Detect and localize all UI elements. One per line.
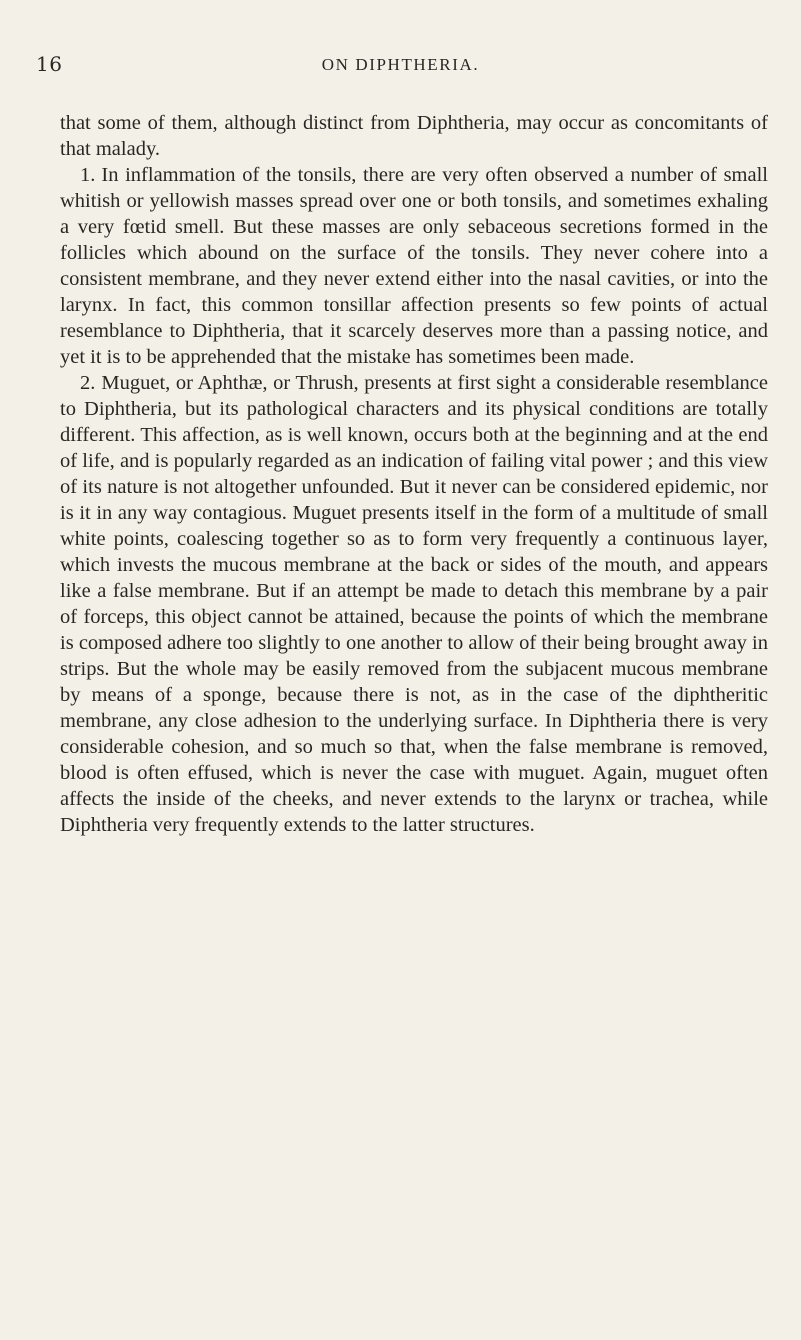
paragraph-number: 2.: [80, 372, 96, 394]
paragraph-text: that some of them, although distinct from Diphtheria, may occur as concomitants of that malady.: [60, 112, 768, 160]
paragraph-text: In inflammation of the tonsils, there are very often observed a number of small whitish or yellowish masses spread over one or both tonsils, and sometimes exhaling a very fœtid smell. But these masses are only sebaceous secretions formed in the follicles which abound on the surface of the tonsils. They never cohere into a consistent membrane, and they never extend either into the nasal cavities, or into the larynx. In fact, this common tonsillar affection presents so few points of actual resemblance to Diphtheria, that it scarcely deserves more than a passing notice, and yet it is to be apprehended that the mistake has sometimes been made.: [60, 164, 768, 368]
running-title: ON DIPHTHERIA.: [321, 55, 480, 74]
paragraph-continuation: [60, 110, 768, 162]
page-number: 16: [36, 52, 63, 76]
paragraph-number: 1.: [80, 164, 96, 186]
paragraph-2: [60, 370, 768, 838]
body-text: [60, 110, 768, 838]
paragraph-text: Muguet, or Aphthæ, or Thrush, presents at first sight a considerable resemblance to Diphtheria, but its pathological characters and its physical conditions are totally different. This affection, as is well known, occurs both at the beginning and at the end of life, and is popularly regarded as an indication of failing vital power ; and this view of its nature is not altogether unfounded. But it never can be considered epidemic, nor is it in any way contagious. Muguet presents itself in the form of a multitude of small white points, coalescing together so as to form very frequently a continuous layer, which invests the mucous membrane at the back or sides of the mouth, and appears like a false membrane. But if an attempt be made to detach this membrane by a pair of forceps, this object cannot be attained, because the points of which the membrane is composed adhere too slightly to one another to allow of their being brought away in strips. But the whole may be easily removed from the subjacent mucous membrane by means of a sponge, because there is not, as in the case of the diphtheritic membrane, any close adhesion to the underlying surface. In Diphtheria there is very considerable cohesion, and so much so that, when the false membrane is removed, blood is often effused, which is never the case with muguet. Again, muguet often affects the inside of the cheeks, and never extends to the larynx or trachea, while Diphtheria very frequently extends to the latter structures.: [60, 372, 768, 836]
paragraph-1: [60, 162, 768, 370]
running-head: [0, 52, 801, 82]
